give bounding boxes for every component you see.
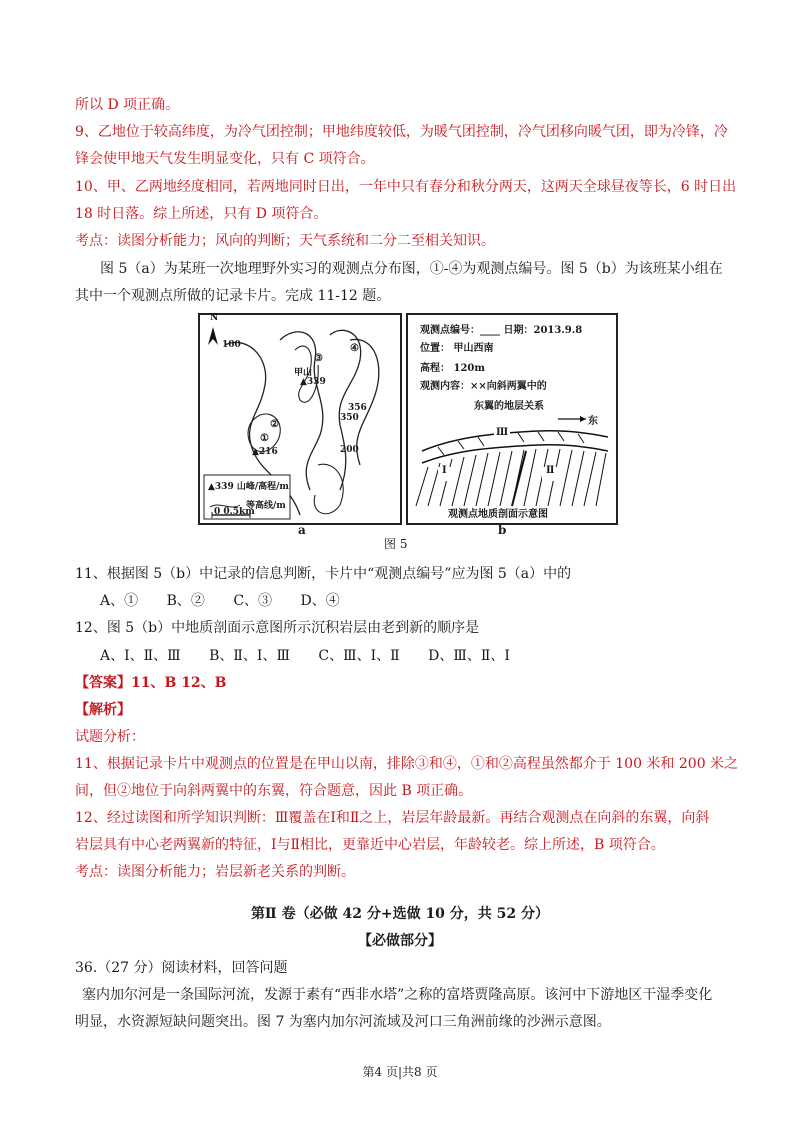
- q11-options: [100, 591, 760, 611]
- section-caption: 观测点地质剖面示意图: [448, 509, 548, 520]
- option: A、①: [100, 593, 139, 609]
- figure-title: 图 5: [384, 537, 408, 551]
- contour-label: 200: [340, 445, 359, 455]
- observation-point-4: ④: [350, 343, 359, 354]
- option: D、Ⅲ、Ⅱ、Ⅰ: [428, 648, 510, 664]
- analysis-subheading: 试题分析：: [75, 729, 145, 745]
- option: B、Ⅱ、Ⅰ、Ⅲ: [209, 648, 290, 664]
- answer-line: 9、乙地位于较高纬度，为冷气团控制；甲地纬度较低，为暖气团控制，冷气团移向暖气团，即为冷锋，冷: [75, 124, 728, 140]
- intro-line: 图 5（a）为某班一次地理野外实习的观测点分布图，①-④为观测点编号。图 5（b）为该班某小组在: [100, 261, 723, 277]
- card-content-2: 东翼的地层关系: [474, 401, 544, 412]
- q12-options: [100, 646, 760, 666]
- figure-5: [198, 313, 618, 551]
- analysis-line: 11、根据记录卡片中观测点的位置是在甲山以南，排除③和④，①和②高程虽然都介于 100 米和 200 米之: [75, 756, 739, 772]
- peak-label: ▲216: [252, 447, 278, 457]
- layer-1-label: Ⅰ: [442, 465, 447, 476]
- analysis-heading: 【解析】: [75, 702, 131, 718]
- contour-label: 350: [340, 413, 359, 423]
- answer-line: 10、甲、乙两地经度相同，若两地同时日出，一年中只有春分和秋分两天，这两天全球昼夜等长，6 时日出: [75, 179, 737, 195]
- observation-point-3: ③: [314, 353, 323, 364]
- card-elevation: 高程： 120m: [420, 363, 485, 374]
- q36-material: 明显，水资源短缺问题突出。图 7 为塞内加尔河流域及河口三角洲前缘的沙洲示意图。: [75, 1014, 611, 1030]
- option: A、Ⅰ、Ⅱ、Ⅲ: [100, 648, 181, 664]
- option: C、③: [233, 593, 273, 609]
- legend-scale: 0 0.5km: [214, 507, 255, 517]
- q12-stem: 12、图 5（b）中地质剖面示意图所示沉积岩层由老到新的顺序是: [75, 620, 480, 636]
- intro-line: 其中一个观测点所做的记录卡片。完成 11-12 题。: [75, 288, 391, 304]
- card-content: 观测内容：××向斜两翼中的: [420, 381, 547, 392]
- q36-material: 塞内加尔河是一条国际河流，发源于素有“西非水塔”之称的富塔贾隆高原。该河中下游地区干湿季变化: [82, 987, 713, 1003]
- sub-label-b: b: [498, 523, 507, 537]
- contour-label: 100: [222, 340, 241, 350]
- section-subtitle: 【必做部分】: [358, 933, 442, 949]
- answer-line: 所以 D 项正确。: [75, 97, 180, 113]
- option: B、②: [166, 593, 205, 609]
- layer-2-label: Ⅱ: [546, 465, 555, 476]
- card-id: 观测点编号：____ 日期：2013.9.8: [420, 325, 583, 336]
- peak-label: ▲339: [300, 377, 326, 387]
- analysis-line: 间，但②地位于向斜两翼中的东翼，符合题意，因此 B 项正确。: [75, 783, 473, 799]
- east-label: 东: [588, 416, 598, 427]
- legend-contour: 等高线/m: [246, 501, 286, 511]
- option: D、④: [300, 593, 340, 609]
- answer-line: 18 时日落。综上所述，只有 D 项符合。: [75, 206, 328, 222]
- record-card-b: [406, 313, 618, 525]
- option: C、Ⅲ、Ⅰ、Ⅱ: [318, 648, 400, 664]
- card-location: 位置： 甲山西南: [420, 343, 494, 354]
- q36-heading: 36.（27 分）阅读材料，回答问题: [75, 960, 288, 976]
- map-panel-a: [198, 313, 402, 525]
- section-title: 第Ⅱ 卷（必做 42 分+选做 10 分，共 52 分）: [250, 906, 550, 922]
- observation-point-1: ①: [260, 433, 269, 444]
- answer-line: 考点：读图分析能力；风向的判断；天气系统和二分二至相关知识。: [75, 233, 495, 249]
- observation-point-2: ②: [270, 419, 279, 430]
- page-footer: 第4 页|共8 页: [362, 1065, 438, 1079]
- north-label: N: [210, 313, 219, 323]
- contour-label: 356: [348, 403, 367, 413]
- q11-stem: 11、根据图 5（b）中记录的信息判断，卡片中“观测点编号”应为图 5（a）中的: [75, 566, 572, 582]
- answer-line: 锋会使甲地天气发生明显变化，只有 C 项符合。: [75, 151, 375, 167]
- legend-peak: ▲339 山峰/高程/m: [208, 482, 289, 492]
- answer-key: 【答案】11、B 12、B: [75, 675, 227, 691]
- analysis-line: 考点：读图分析能力；岩层新老关系的判断。: [75, 864, 355, 880]
- layer-3-label: Ⅲ: [496, 427, 509, 438]
- analysis-line: 12、经过读图和所学知识判断：Ⅲ覆盖在Ⅰ和Ⅱ之上，岩层年龄最新。再结合观测点在向斜的东翼，向斜: [75, 810, 710, 826]
- sub-label-a: a: [298, 523, 306, 537]
- town-label: 甲山: [294, 368, 313, 378]
- analysis-line: 岩层具有中心老两翼新的特征，Ⅰ与Ⅱ相比，更靠近中心岩层，年龄较老。综上所述，B 项符合。: [75, 837, 665, 853]
